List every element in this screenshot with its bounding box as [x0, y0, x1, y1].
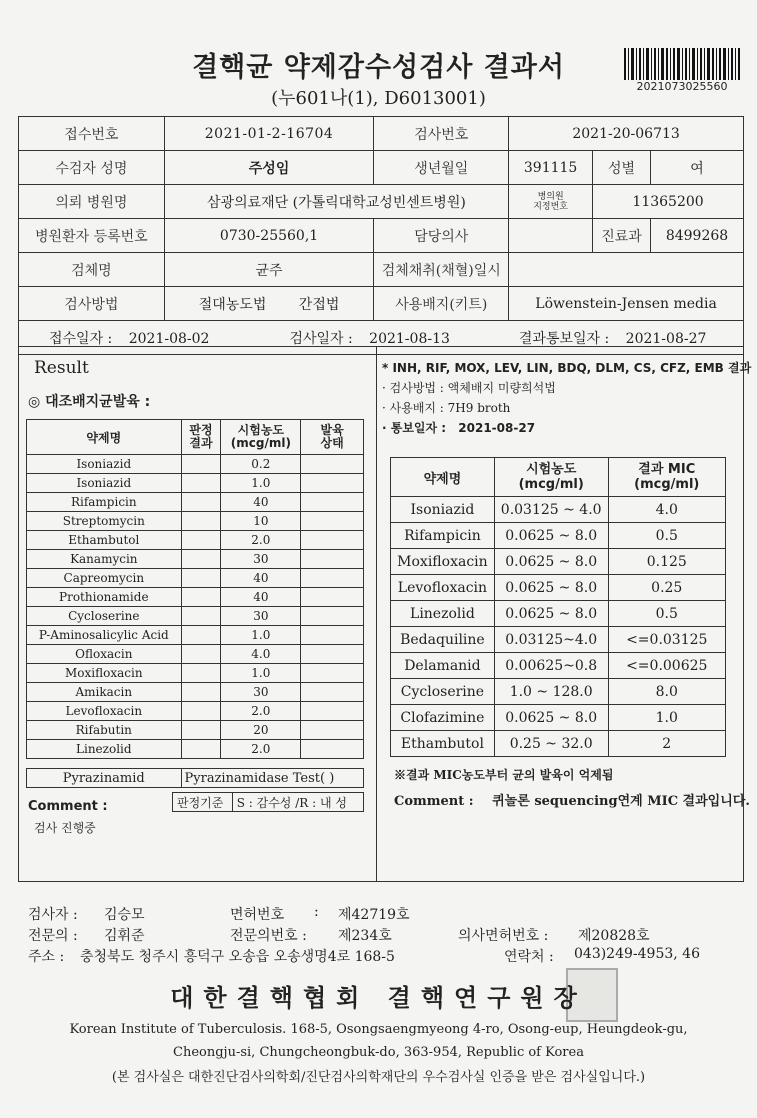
- table-row: [27, 721, 364, 740]
- pyrazinamide-row: [26, 768, 364, 788]
- medium-label: 사용배지(키트): [374, 287, 509, 321]
- col-judgement: 판정 결과: [181, 420, 221, 455]
- mic-report-line: [382, 418, 751, 438]
- growth: [301, 512, 364, 531]
- receipt-no: 2021-01-2-16704: [164, 117, 374, 151]
- mic-value: <=0.00625: [608, 653, 725, 679]
- drug-name: Prothionamide: [27, 588, 182, 607]
- drug-name: Ethambutol: [27, 531, 182, 550]
- judgement: [181, 569, 221, 588]
- hospital-label: 의뢰 병원명: [19, 185, 165, 219]
- table-row: [391, 705, 726, 731]
- table-row: [391, 627, 726, 653]
- sex-label: 성별: [593, 151, 651, 185]
- patient-reg-no: 0730-25560,1: [164, 219, 374, 253]
- table-row: [27, 474, 364, 493]
- table-row: [27, 664, 364, 683]
- test-date: 2021-08-13: [369, 330, 450, 347]
- growth: [301, 474, 364, 493]
- birth-label: 생년월일: [374, 151, 509, 185]
- growth: [301, 664, 364, 683]
- judgement: [181, 531, 221, 550]
- document-title: 결핵균 약제감수성검사 결과서: [192, 52, 565, 83]
- judgement: [181, 493, 221, 512]
- col-concentration: 시험농도 (mcg/ml): [221, 420, 301, 455]
- drug-name: Levofloxacin: [27, 702, 182, 721]
- test-range: 0.0625 ~ 8.0: [494, 549, 608, 575]
- collect-value: [509, 253, 744, 287]
- contact: 043)249-4953, 46: [574, 946, 700, 962]
- drug-name: Kanamycin: [27, 550, 182, 569]
- judgement: [181, 474, 221, 493]
- growth: [301, 740, 364, 759]
- judgement: [181, 512, 221, 531]
- doctor-license-label: 의사면허번호 :: [458, 928, 549, 944]
- test-no-label: 검사번호: [374, 117, 509, 151]
- drug-name: Levofloxacin: [391, 575, 495, 601]
- test-range: 0.03125~4.0: [494, 627, 608, 653]
- license-no: 제42719호: [338, 907, 410, 923]
- drug-name: Isoniazid: [27, 474, 182, 493]
- solid-media-table: [26, 419, 364, 759]
- criteria-box: [172, 792, 364, 812]
- table-row: [27, 493, 364, 512]
- mic-footnote: ※결과 MIC농도부터 균의 발육이 억제됨: [394, 768, 614, 782]
- panel-divider: [376, 346, 377, 882]
- growth: [301, 455, 364, 474]
- growth: [301, 550, 364, 569]
- mic-value: 4.0: [608, 497, 725, 523]
- growth: [301, 645, 364, 664]
- drug-name: P-Aminosalicylic Acid: [27, 626, 182, 645]
- table-row: [27, 702, 364, 721]
- mic-value: 0.5: [608, 601, 725, 627]
- table-row: [27, 607, 364, 626]
- specimen-value: 균주: [164, 253, 374, 287]
- judgement: [181, 664, 221, 683]
- drug-name: Isoniazid: [391, 497, 495, 523]
- table-row: [391, 549, 726, 575]
- growth: [301, 569, 364, 588]
- result-title: Result: [34, 358, 89, 378]
- table-row: [27, 683, 364, 702]
- certification-note: (본 검사실은 대한진단검사의학회/진단검사의학재단의 우수검사실 인증을 받은 검사실입니다.): [111, 1070, 646, 1085]
- test-range: 0.0625 ~ 8.0: [494, 601, 608, 627]
- judgement: [181, 645, 221, 664]
- mic-drugs-line: * INH, RIF, MOX, LEV, LIN, BDQ, DLM, CS, CFZ, EMB 결과: [382, 361, 752, 375]
- concentration: 40: [221, 569, 301, 588]
- doctor-name: [509, 219, 593, 253]
- english-address-2: Cheongju-si, Chungcheongbuk-do, 363-954, Republic of Korea: [173, 1045, 584, 1060]
- test-range: 1.0 ~ 128.0: [494, 679, 608, 705]
- specialist-name: 김휘준: [104, 928, 145, 944]
- drug-name: Cycloserine: [391, 679, 495, 705]
- concentration: 2.0: [221, 531, 301, 550]
- growth: [301, 683, 364, 702]
- drug-name: Linezolid: [391, 601, 495, 627]
- mic-notes: [382, 358, 751, 438]
- patient-reg-label: 병원환자 등록번호: [19, 219, 165, 253]
- growth: [301, 531, 364, 550]
- concentration: 4.0: [221, 645, 301, 664]
- method-indirect: 간접법: [298, 296, 340, 313]
- judgement: [181, 740, 221, 759]
- drug-name: Ofloxacin: [27, 645, 182, 664]
- concentration: 2.0: [221, 740, 301, 759]
- growth: [301, 626, 364, 645]
- tester-name: 김승모: [104, 907, 145, 923]
- table-row: [27, 455, 364, 474]
- control-growth-title: ◎ 대조배지균발육 :: [28, 394, 151, 410]
- drug-name: Rifabutin: [27, 721, 182, 740]
- left-comment-text: 검사 진행중: [34, 821, 96, 835]
- table-row: [391, 523, 726, 549]
- mic-method-line: · 검사방법 : 액체배지 미량희석법: [382, 381, 556, 395]
- growth: [301, 702, 364, 721]
- concentration: 1.0: [221, 474, 301, 493]
- judgement: [181, 683, 221, 702]
- contact-label: 연락처 :: [504, 949, 554, 965]
- mic-medium-line: · 사용배지 : 7H9 broth: [382, 401, 511, 415]
- test-range: 0.0625 ~ 8.0: [494, 523, 608, 549]
- address-label: 주소 :: [28, 949, 65, 965]
- growth: [301, 607, 364, 626]
- concentration: 10: [221, 512, 301, 531]
- table-row: [27, 588, 364, 607]
- tester-label: 검사자 :: [28, 907, 78, 923]
- criteria-label: 판정기준: [173, 793, 233, 812]
- left-comment-label: Comment :: [28, 799, 108, 814]
- address: 충청북도 청주시 흥덕구 오송읍 오송생명4로 168-5: [80, 949, 395, 965]
- growth: [301, 493, 364, 512]
- doctor-license-no: 제20828호: [578, 928, 650, 944]
- drug-name: Amikacin: [27, 683, 182, 702]
- barcode: [624, 48, 740, 80]
- hospital-name: 삼광의료재단 (가톨릭대학교성빈센트병원): [164, 185, 508, 219]
- col-mic: 결과 MIC (mcg/ml): [608, 458, 725, 497]
- pza-name: Pyrazinamid: [27, 769, 182, 788]
- concentration: 30: [221, 683, 301, 702]
- mic-value: 1.0: [608, 705, 725, 731]
- table-row: [391, 653, 726, 679]
- drug-name: Capreomycin: [27, 569, 182, 588]
- receipt-no-label: 접수번호: [19, 117, 165, 151]
- test-range: 0.25 ~ 32.0: [494, 731, 608, 757]
- receipt-date: 2021-08-02: [128, 330, 210, 347]
- barcode-number: 2021073025560: [636, 80, 728, 93]
- mic-value: <=0.03125: [608, 627, 725, 653]
- specialist-no: 제234호: [338, 928, 392, 944]
- birth-date: 391115: [509, 151, 593, 185]
- drug-name: Isoniazid: [27, 455, 182, 474]
- col-test-range: 시험농도 (mcg/ml): [494, 458, 608, 497]
- mic-value: 8.0: [608, 679, 725, 705]
- col-growth: 발육 상태: [301, 420, 364, 455]
- table-row: [27, 645, 364, 664]
- judgement: [181, 550, 221, 569]
- judgement: [181, 626, 221, 645]
- patient-info-table: [18, 116, 744, 355]
- test-range: 0.03125 ~ 4.0: [494, 497, 608, 523]
- table-row: [391, 679, 726, 705]
- specimen-label: 검체명: [19, 253, 165, 287]
- right-comment-label: Comment :: [394, 794, 474, 809]
- method-absolute: 절대농도법: [198, 296, 267, 313]
- method-value: [164, 287, 374, 321]
- table-row: [27, 569, 364, 588]
- document-code: (누601나(1), D6013001): [271, 88, 486, 109]
- license-separator: :: [314, 904, 319, 920]
- report-date-label: 결과통보일자 :: [518, 330, 610, 347]
- hospital-code: 11365200: [593, 185, 744, 219]
- table-row: [391, 575, 726, 601]
- col-drug: 약제명: [391, 458, 495, 497]
- test-date-label: 검사일자 :: [289, 330, 353, 347]
- judgement: [181, 721, 221, 740]
- hospital-code-label: 병의원 지정번호: [509, 185, 593, 219]
- test-range: 0.0625 ~ 8.0: [494, 705, 608, 731]
- dept-value: 8499268: [650, 219, 743, 253]
- concentration: 40: [221, 493, 301, 512]
- patient-name: 주성임: [164, 151, 374, 185]
- patient-name-label: 수검자 성명: [19, 151, 165, 185]
- mic-value: 2: [608, 731, 725, 757]
- drug-name: Moxifloxacin: [27, 664, 182, 683]
- judgement: [181, 702, 221, 721]
- method-label: 검사방법: [19, 287, 165, 321]
- concentration: 30: [221, 607, 301, 626]
- institute-name: 대한결핵협회 결핵연구원장: [170, 984, 587, 1012]
- pza-test: Pyrazinamidase Test( ): [181, 769, 363, 788]
- concentration: 2.0: [221, 702, 301, 721]
- mic-value: 0.125: [608, 549, 725, 575]
- sex-value: 여: [650, 151, 743, 185]
- growth: [301, 588, 364, 607]
- table-row: [391, 497, 726, 523]
- judgement: [181, 588, 221, 607]
- drug-name: Rifampicin: [391, 523, 495, 549]
- drug-name: Ethambutol: [391, 731, 495, 757]
- mic-value: 0.25: [608, 575, 725, 601]
- collect-label: 검체채취(채혈)일시: [374, 253, 509, 287]
- mic-report-date: 2021-08-27: [458, 421, 536, 435]
- concentration: 1.0: [221, 626, 301, 645]
- drug-name: Linezolid: [27, 740, 182, 759]
- english-address-1: Korean Institute of Tuberculosis. 168-5, Osongsaengmyeong 4-ro, Osong-eup, Heungdeok-gu,: [69, 1022, 688, 1037]
- drug-name: Delamanid: [391, 653, 495, 679]
- right-comment-text: 퀴놀론 sequencing연계 MIC 결과입니다.: [492, 794, 750, 809]
- growth: [301, 721, 364, 740]
- right-comment: [394, 790, 750, 809]
- test-range: 0.0625 ~ 8.0: [494, 575, 608, 601]
- criteria-value: S : 감수성 /R : 내 성: [232, 793, 363, 812]
- concentration: 30: [221, 550, 301, 569]
- table-row: [27, 531, 364, 550]
- table-row: [27, 512, 364, 531]
- table-row: [27, 550, 364, 569]
- concentration: 20: [221, 721, 301, 740]
- drug-name: Streptomycin: [27, 512, 182, 531]
- concentration: 1.0: [221, 664, 301, 683]
- specialist-no-label: 전문의번호 :: [230, 928, 307, 944]
- judgement: [181, 607, 221, 626]
- table-row: [27, 626, 364, 645]
- license-label: 면허번호: [230, 907, 285, 923]
- concentration: 0.2: [221, 455, 301, 474]
- table-row: [391, 601, 726, 627]
- receipt-date-label: 접수일자 :: [49, 330, 113, 347]
- medium-value: Löwenstein-Jensen media: [509, 287, 744, 321]
- drug-name: Bedaquiline: [391, 627, 495, 653]
- test-no: 2021-20-06713: [509, 117, 744, 151]
- judgement: [181, 455, 221, 474]
- doctor-label: 담당의사: [374, 219, 509, 253]
- mic-report-label: · 통보일자 :: [382, 421, 447, 435]
- mic-table: [390, 457, 726, 757]
- drug-name: Moxifloxacin: [391, 549, 495, 575]
- col-drug: 약제명: [27, 420, 182, 455]
- report-date: 2021-08-27: [625, 330, 707, 347]
- table-row: [27, 740, 364, 759]
- concentration: 40: [221, 588, 301, 607]
- test-range: 0.00625~0.8: [494, 653, 608, 679]
- drug-name: Cycloserine: [27, 607, 182, 626]
- drug-name: Rifampicin: [27, 493, 182, 512]
- drug-name: Clofazimine: [391, 705, 495, 731]
- mic-value: 0.5: [608, 523, 725, 549]
- specialist-label: 전문의 :: [28, 928, 78, 944]
- dept-label: 진료과: [593, 219, 651, 253]
- table-row: [391, 731, 726, 757]
